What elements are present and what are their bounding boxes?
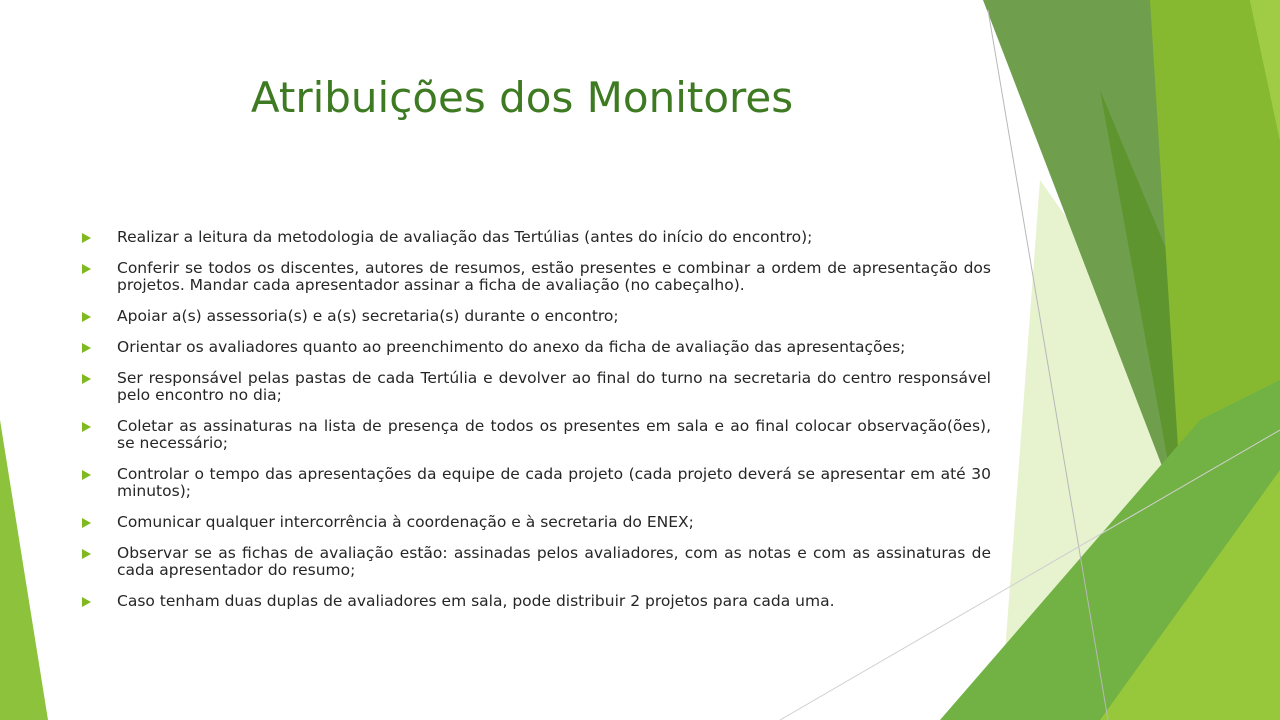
bullet-item bbox=[82, 545, 991, 579]
bullet-text: Realizar a leitura da metodologia de avaliação das Tertúlias (antes do início do encontro); bbox=[117, 228, 813, 246]
bullet-item bbox=[82, 466, 991, 500]
bullet-text: Observar se as fichas de avaliação estão: assinadas pelos avaliadores, com as notas e com as assinaturas de cada apresentador do resumo; bbox=[117, 544, 991, 579]
bullet-text: Orientar os avaliadores quanto ao preenchimento do anexo da ficha de avaliação das apresentações; bbox=[117, 338, 906, 356]
triangle-bullet-icon bbox=[82, 549, 91, 559]
bullet-text: Conferir se todos os discentes, autores de resumos, estão presentes e combinar a ordem de apresentação dos projetos. Mandar cada apresentador assinar a ficha de avaliação (no cabeçalho). bbox=[117, 259, 991, 294]
bullet-text: Caso tenham duas duplas de avaliadores em sala, pode distribuir 2 projetos para cada uma. bbox=[117, 592, 835, 610]
triangle-bullet-icon bbox=[82, 233, 91, 243]
bullet-item bbox=[82, 229, 991, 246]
slide-title: Atribuições dos Monitores bbox=[250, 73, 794, 122]
triangle-bullet-icon bbox=[82, 343, 91, 353]
triangle-bullet-icon bbox=[82, 312, 91, 322]
left-edge-shape bbox=[0, 420, 48, 720]
bullet-item bbox=[82, 260, 991, 294]
triangle-bullet-icon bbox=[82, 264, 91, 274]
bullet-item bbox=[82, 418, 991, 452]
triangle-bullet-icon bbox=[82, 374, 91, 384]
bullet-item bbox=[82, 370, 991, 404]
bullet-item bbox=[82, 514, 991, 531]
bullet-item bbox=[82, 593, 991, 610]
bullet-item bbox=[82, 339, 991, 356]
bullet-text: Apoiar a(s) assessoria(s) e a(s) secretaria(s) durante o encontro; bbox=[117, 307, 619, 325]
bullet-text: Coletar as assinaturas na lista de presença de todos os presentes em sala e ao final colocar observação(ões), se necessário; bbox=[117, 417, 991, 452]
bullet-list bbox=[82, 229, 991, 624]
bullet-text: Ser responsável pelas pastas de cada Tertúlia e devolver ao final do turno na secretaria do centro responsável pelo encontro no dia; bbox=[117, 369, 991, 404]
triangle-bullet-icon bbox=[82, 422, 91, 432]
triangle-bullet-icon bbox=[82, 597, 91, 607]
triangle-bullet-icon bbox=[82, 518, 91, 528]
bullet-text: Comunicar qualquer intercorrência à coordenação e à secretaria do ENEX; bbox=[117, 513, 694, 531]
triangle-bullet-icon bbox=[82, 470, 91, 480]
bullet-text: Controlar o tempo das apresentações da equipe de cada projeto (cada projeto deverá se apresentar em até 30 minutos); bbox=[117, 465, 991, 500]
bullet-item bbox=[82, 308, 991, 325]
